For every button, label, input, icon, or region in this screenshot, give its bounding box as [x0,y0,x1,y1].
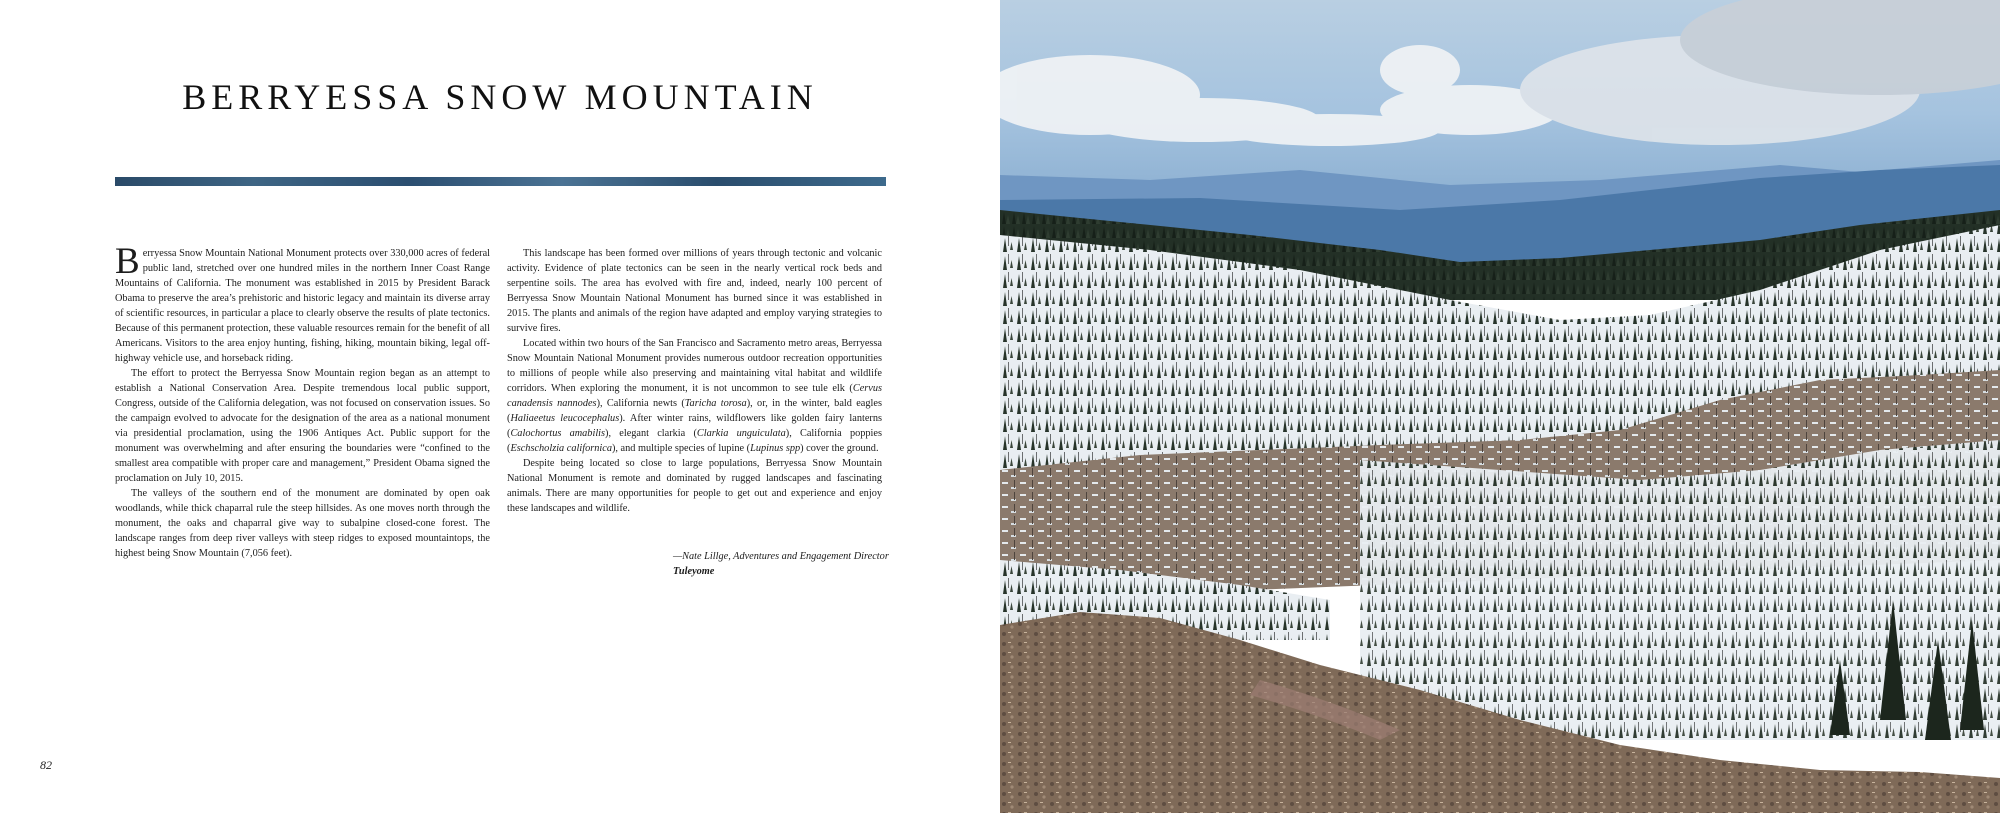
paragraph: Despite being located so close to large populations, Berryessa Snow Mountain National Monument is remote and dominated by rugged landscapes and fascinating animals. There are many opportunities for people to get out and experience and enjoy these landscapes and wildlife. [507,458,882,514]
paragraph-text: erryessa Snow Mountain National Monument protects over 330,000 acres of federal public land, stretched over one hundred miles in the northern Inner Coast Range Mountains of California. The monument was established in 2015 by President Barack Obama to preserve the area’s prehistoric and historic legacy and maintain its diverse array of scientific resources, in particular a place to clearly observe the results of plate tectonics. Because of this permanent protection, these valuable resources remain for the benefit of all Americans. Visitors to the area enjoy hunting, fishing, hiking, mountain biking, legal off-highway vehicle use, and horseback riding. [115,248,490,364]
paragraph: The valleys of the southern end of the monument are dominated by open oak woodlands, while thick chaparral rule the steep hillsides. As one moves north through the monument, the oaks and chaparral give way to subalpine closed-cone forest. The landscape ranges from deep river valleys with steep ridges to exposed mountaintops, the highest being Snow Mountain (7,056 feet). [115,488,490,559]
signature-block [673,549,889,579]
paragraph [115,241,490,366]
paragraph: The effort to protect the Berryessa Snow Mountain region began as an attempt to establish a National Conservation Area. Despite tremendous local public support, Congress, outside of the California delegation, was not focused on conservation issues. So the campaign evolved to advocate for the designation of the area as a national monument via presidential proclamation, using the 1906 Antiques Act. Public support for the monument was overwhelming and after ensuring the boundaries were “confined to the smallest area compatible with proper care and management,” President Obama signed the proclamation on July 10, 2015. [115,368,490,484]
mountain-landscape-image [1000,0,2000,813]
snowy-valley-slope [1360,440,2000,740]
species-name: Lupinus spp [750,443,801,454]
page-title: BERRYESSA SNOW MOUNTAIN [182,77,818,117]
species-name: Taricha torosa [684,398,747,409]
signature-organization: Tuleyome [673,566,715,577]
paragraph: Located within two hours of the San Francisco and Sacramento metro areas, Berryessa Snow Mountain National Monument provides numerous outdoor recreation opportunities to millions of people while also preserving and maintaining vital habitat and wildlife corridors. When exploring the monument, it is not uncommon to see tule elk (Cervus canadensis nannodes), California newts (Taricha torosa), or, in the winter, bald eagles (Haliaeetus leucocephalus). After winter rains, wildflowers like golden fairy lanterns (Calochortus amabilis), elegant clarkia (Clarkia unguiculata), California poppies (Eschscholzia californica), and multiple species of lupine (Lupinus spp) cover the ground. [507,338,882,454]
page-number: 82 [40,758,52,772]
paragraph: This landscape has been formed over millions of years through tectonic and volcanic activity. Evidence of plate tectonics can be seen in the nearly vertical rock beds and serpentine soils. The area has evolved with fire and, indeed, nearly 100 percent of Berryessa Snow Mountain National Monument has burned since it was established in 2015. The plants and animals of the region have adapted and employ varying strategies to survive fires. [507,248,882,334]
species-name: Clarkia unguiculata [696,428,786,439]
text-column-right [507,246,882,516]
title-banner-strip [115,177,886,186]
species-name: Haliaeetus leucocephalus [510,413,620,424]
species-name: Eschscholzia californica [510,443,612,454]
text-column-left [115,241,490,561]
signature-attribution: —Nate Lillge, Adventures and Engagement Director [673,551,889,562]
species-name: Calochortus amabilis [510,428,606,439]
landscape-photo [1000,0,2000,813]
drop-cap: B [115,241,140,282]
species-name: Cervus canadensis nannodes [507,383,882,409]
